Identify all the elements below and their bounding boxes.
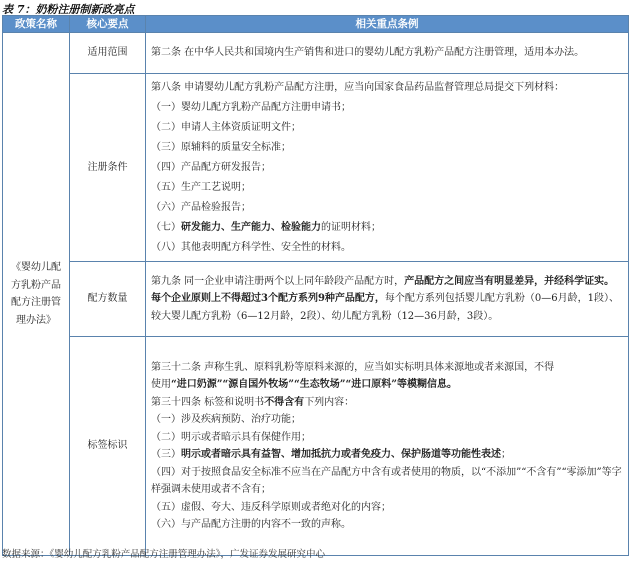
text-normal: 第九条 同一企业申请注册两个以上同年龄段产品配方时， bbox=[151, 275, 405, 287]
content-line: 第二条 在中华人民共和国境内生产销售和进口的婴幼儿配方乳粉产品配方注册管理，适用本办法。 bbox=[151, 47, 585, 59]
table-row bbox=[3, 74, 629, 262]
content-line: （一）婴幼儿配方乳粉产品配方注册申请书； bbox=[151, 101, 351, 113]
point-conditions: 注册条件 bbox=[70, 74, 146, 262]
content-line: （四）产品配方研发报告； bbox=[151, 161, 271, 173]
text-bold: 明示或者暗示具有益智、增加抵抗力或者免疫力、保护肠道等功能性表述 bbox=[181, 449, 501, 460]
policy-table bbox=[2, 15, 629, 556]
header-related-articles: 相关重点条例 bbox=[146, 16, 629, 33]
text-bold: 研发能力、生产能力、检验能力 bbox=[181, 221, 321, 233]
content-paragraph bbox=[151, 273, 623, 326]
policy-name-cell: 《婴幼儿配方乳粉产品配方注册管理办法》 bbox=[3, 33, 70, 556]
source-note: 数据来源：《婴幼儿配方乳粉产品配方注册管理办法》，广发证券发展研究中心 bbox=[2, 549, 326, 560]
content-line-bold bbox=[151, 446, 623, 464]
content-line: （二）申请人主体资质证明文件； bbox=[151, 121, 301, 133]
text-normal: 使用 bbox=[151, 379, 171, 390]
table-row bbox=[3, 33, 629, 74]
header-row bbox=[3, 16, 629, 33]
content-line: （一）涉及疾病预防、治疗功能； bbox=[151, 414, 301, 425]
content-line-bold bbox=[151, 394, 623, 412]
table-title: 表 7：奶粉注册制新政亮点 bbox=[2, 3, 135, 16]
text-normal: ； bbox=[501, 449, 511, 460]
table-row bbox=[3, 262, 629, 337]
text-bold: 不得含有 bbox=[264, 396, 305, 408]
text-normal: （七） bbox=[151, 221, 181, 233]
point-formula-count: 配方数量 bbox=[70, 262, 146, 337]
header-core-point: 核心要点 bbox=[70, 16, 146, 33]
content-line: 第八条 申请婴幼儿配方乳粉产品配方注册，应当向国家食品药品监督管理总局提交下列材料： bbox=[151, 81, 565, 93]
content-line-bold bbox=[151, 376, 623, 394]
content-formula-count bbox=[146, 262, 629, 337]
table-row bbox=[3, 337, 629, 556]
text-normal: 第三十四条 标签和说明书 bbox=[151, 396, 265, 408]
point-scope: 适用范围 bbox=[70, 33, 146, 74]
content-line: （三）原辅料的质量安全标准； bbox=[151, 141, 291, 153]
text-normal: 每个配方系列包括婴儿配方乳粉（0—6月龄，1段）、较大婴儿配方乳粉（6—12月龄，2段）、幼儿配方乳粉（12—36月龄，3段）。 bbox=[151, 293, 620, 322]
content-conditions bbox=[146, 74, 629, 262]
point-labeling: 标签标识 bbox=[70, 337, 146, 556]
content-labeling bbox=[146, 337, 629, 556]
content-line: （二）明示或者暗示具有保健作用； bbox=[151, 431, 311, 443]
content-line-bold bbox=[151, 218, 623, 238]
text-bold: “进口奶源”“源自国外牧场”“生态牧场”“进口原料”等模糊信息。 bbox=[171, 379, 458, 390]
text-normal: 下列内容： bbox=[304, 396, 355, 408]
header-policy-name: 政策名称 bbox=[3, 16, 70, 33]
text-bold: 产品配方之间应当有明显差异，并经科学证实。每个企业原则上不得超过3个配方系列9种产品配方， bbox=[151, 275, 615, 305]
content-line: （六）产品检验报告； bbox=[151, 201, 251, 213]
content-line: （八）其他表明配方科学性、安全性的材料。 bbox=[151, 241, 351, 253]
content-line: （五）虚假、夸大、违反科学原则或者绝对化的内容； bbox=[151, 501, 391, 513]
text-normal: 的证明材料； bbox=[321, 221, 381, 233]
content-line: （五）生产工艺说明； bbox=[151, 181, 251, 193]
content-scope bbox=[146, 33, 629, 74]
content-line: 第三十二条 声称生乳、原料乳粉等原料来源的，应当如实标明具体来源地或者来源国，不得 bbox=[151, 361, 555, 373]
content-line: （四）对于按照食品安全标准不应当在产品配方中含有或者使用的物质，以“不添加”“不含有”“零添加”等字样强调未使用或者不含有； bbox=[151, 466, 622, 495]
text-normal: （三） bbox=[151, 449, 181, 460]
content-line: （六）与产品配方注册的内容不一致的声称。 bbox=[151, 519, 351, 530]
